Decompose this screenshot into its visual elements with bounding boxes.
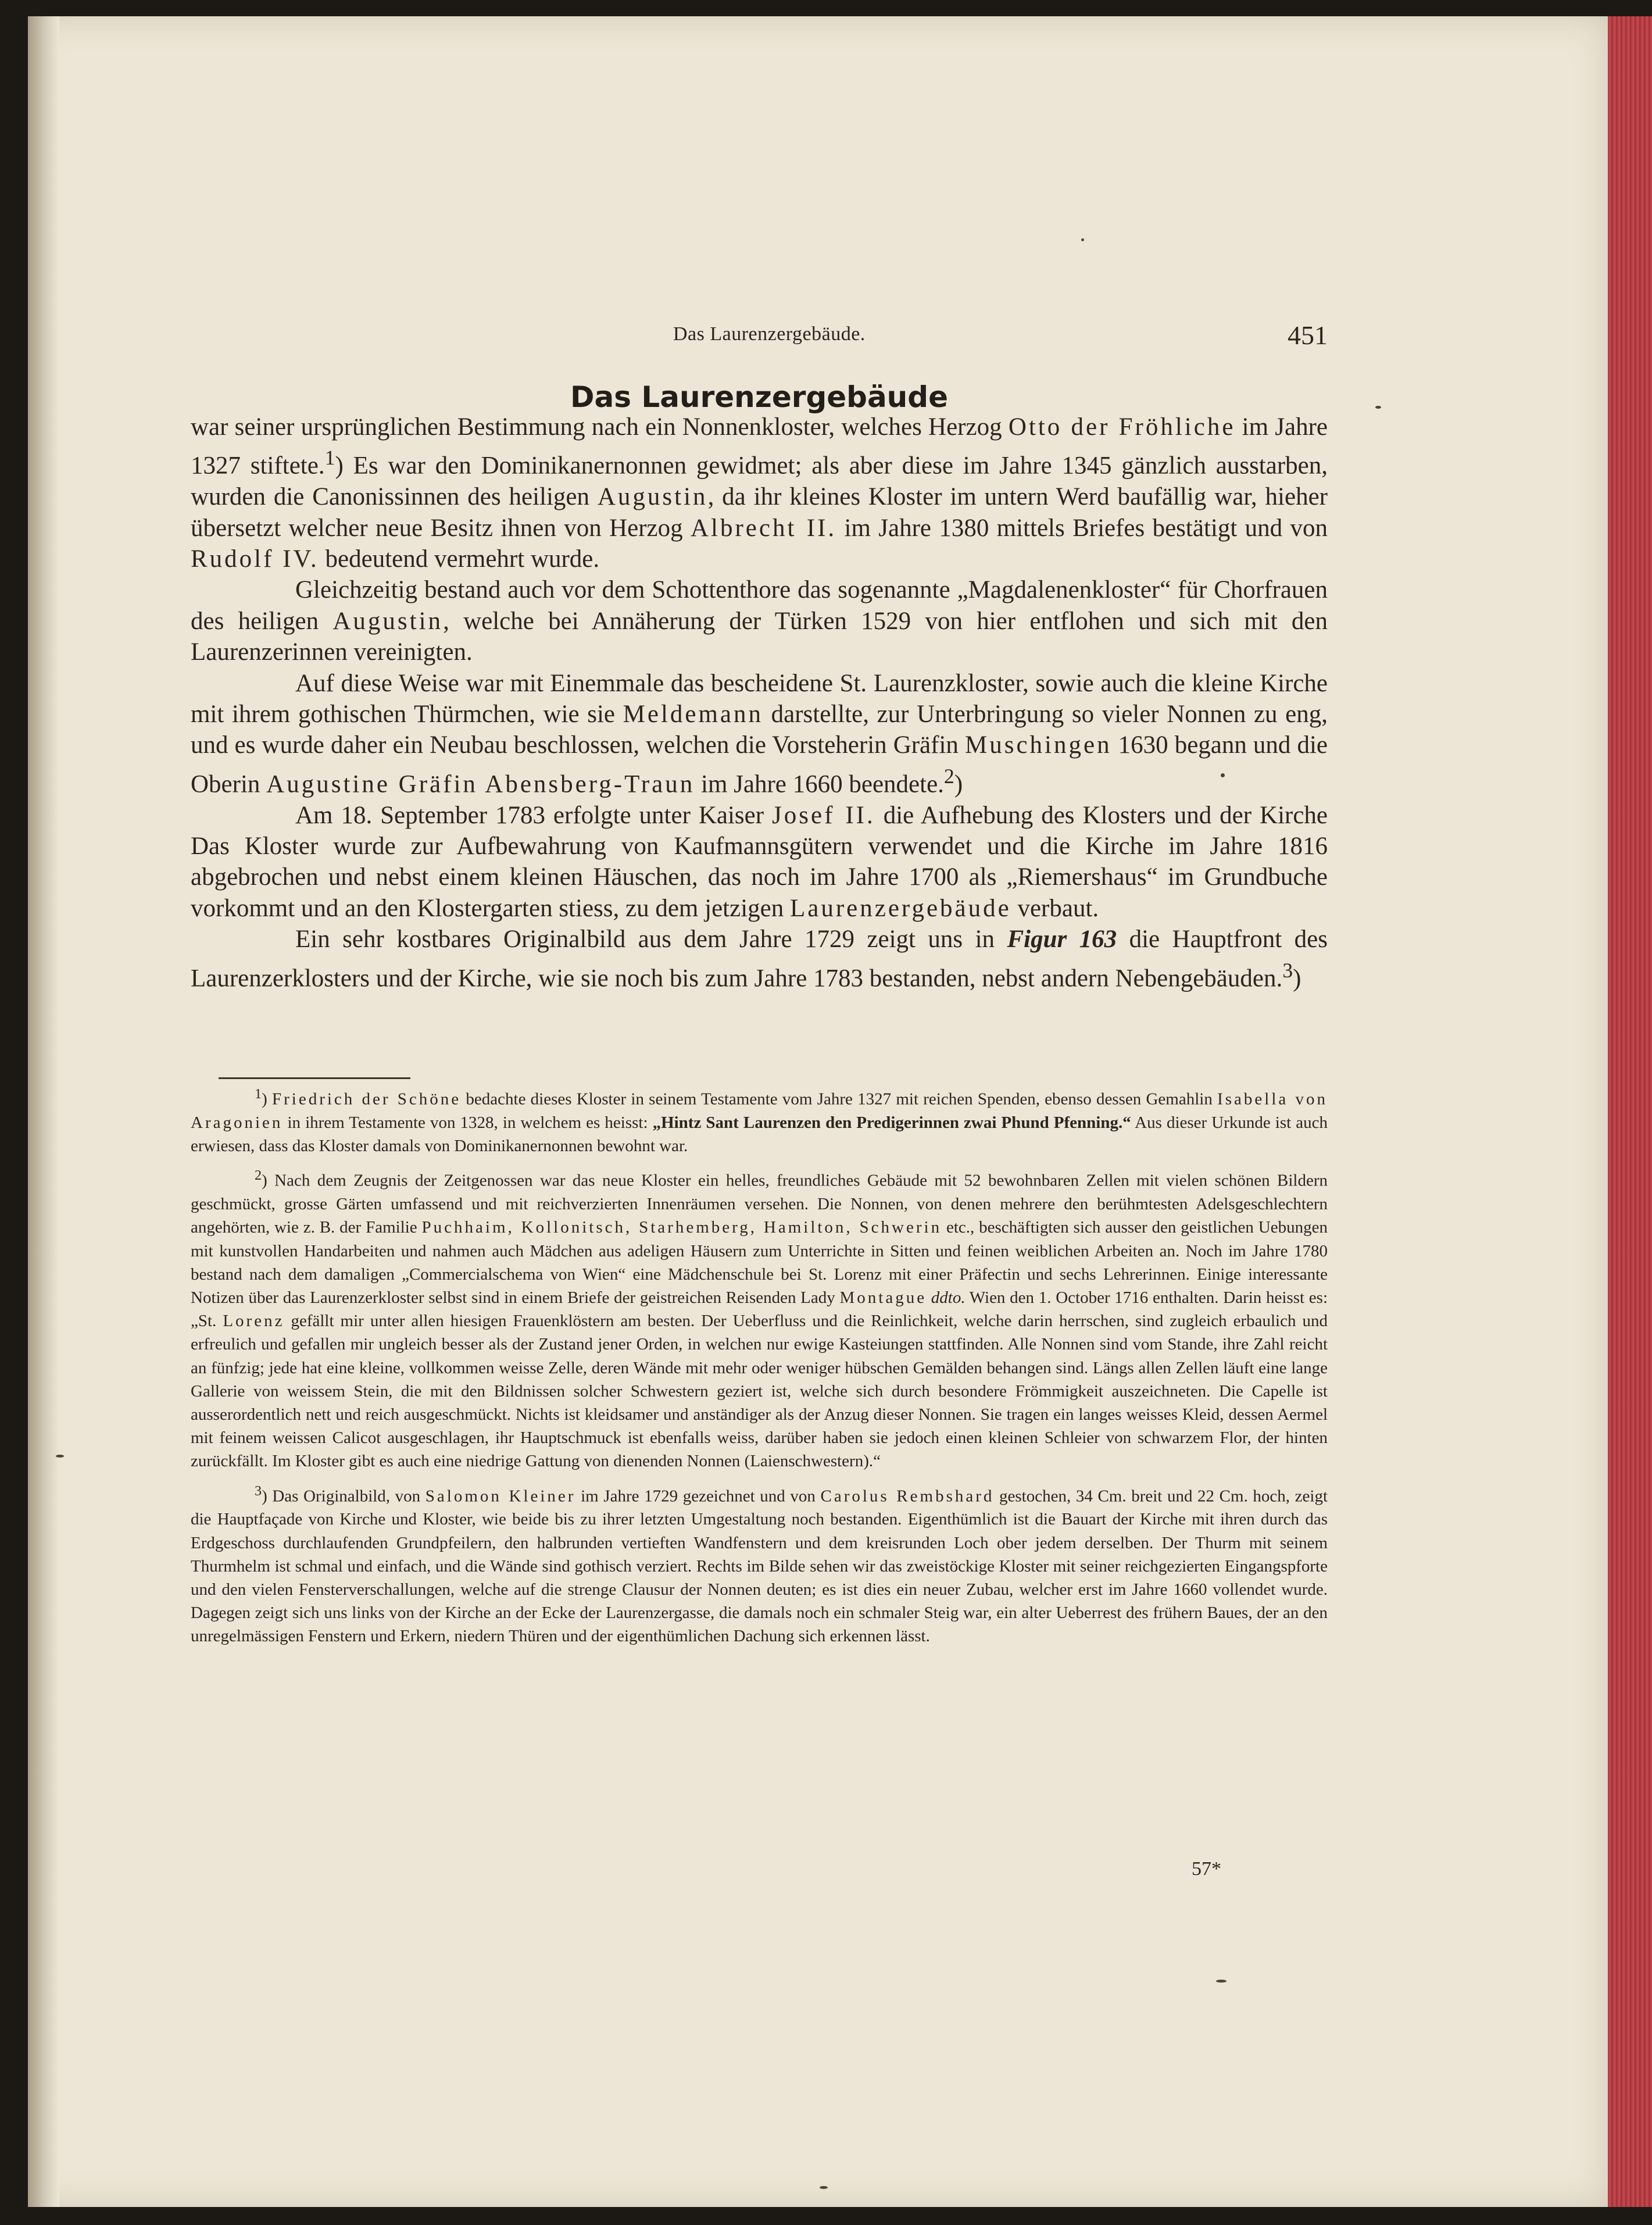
italic-date-abbrev: ddto. bbox=[931, 1288, 966, 1307]
footnote-ref[interactable]: 1 bbox=[324, 446, 335, 470]
paper-speck bbox=[1081, 238, 1084, 241]
paper-speck bbox=[1375, 406, 1381, 409]
spaced-name: Augustin bbox=[332, 607, 444, 635]
paragraph-4: Am 18. September 1783 erfolgte unter Kaiser Josef II. die Aufhebung des Klosters und der Kirche Das Kloster wurde zur Aufbewahrung von Kaufmannsgütern verwendet und die Kirche im Jahre 1816 abgebrochen und nebst einem kleinen Häuschen, das noch im Jahre 1700 als „Riemershaus“ im Grundbuche vorkommt und an den Klostergarten stiess, zu dem jetzigen Laurenzergebäude verbaut. bbox=[191, 801, 1328, 922]
footnote-number: 2 bbox=[255, 1167, 262, 1184]
paper-speck bbox=[56, 1455, 64, 1458]
paragraph-5: Ein sehr kostbares Originalbild aus dem Jahre 1729 zeigt uns in Figur 163 die Hauptfront des Laurenzerklosters und der Kirche, wie sie noch bis zum Jahre 1783 bestanden, nebst andern Nebengebäuden.$^3$) bbox=[191, 926, 1328, 992]
footnotes bbox=[191, 1083, 1328, 1655]
signature-mark: 57* bbox=[1192, 1858, 1221, 1880]
running-head: Das Laurenzergebäude. bbox=[673, 323, 866, 345]
footnote-3: $^3$) Das Originalbild, von Salomon Kleiner im Jahre 1729 gezeichnet und von Carolus Rembshard gestochen, 34 Cm. breit und 22 Cm. hoch, zeigt die Hauptfaçade von Kirche und Kloster, wie beide bis zu ihrer letzten Umgestaltung noch bestanden. Eigenthümlich ist die Bauart der Kirche mit ihren durch das Erdgeschoss durchlaufenden Grundpfeilern, den halbrunden vertieften Wandfenstern und dem kreisrunden Loch ober jedem derselben. Der Thurm mit seinem Thurmhelm ist schmal und einfach, und die Wände sind gothisch verziert. Rechts im Bilde sehen wir das zweistöckige Kloster mit seiner reichgezierten Eingangspforte und den vielen Fensterverschallungen, welche auf die strenge Clausur der Nonnen deuten; es ist dies ein neuer Zubau, welcher erst im Jahre 1660 vollendet wurde. Dagegen zeigt sich uns links von der Kirche an der Ecke der Laurenzergasse, die damals noch ein schmaler Steig war, ein alter Ueberrest des frühern Baues, der an den unregelmässigen Fenstern und Erkern, niedern Thüren und der eigenthümlichen Dachung sich erkennen lässt. bbox=[191, 1483, 1328, 1646]
paper-speck bbox=[820, 2186, 828, 2189]
spaced-name: Albrecht II. bbox=[690, 514, 837, 542]
spaced-name: Muschingen bbox=[964, 731, 1112, 759]
body-text bbox=[191, 412, 1328, 994]
footnote-number: 1 bbox=[255, 1086, 262, 1102]
footnote-ref[interactable]: 3 bbox=[1282, 958, 1293, 982]
footnote-ref[interactable]: 2 bbox=[943, 764, 954, 788]
spaced-name: Isabella von Aragonien bbox=[191, 1090, 1328, 1132]
spaced-name: Salomon Kleiner bbox=[425, 1487, 576, 1506]
spaced-name: Carolus Rembshard bbox=[820, 1487, 995, 1506]
footnote-2: $^2$) Nach dem Zeugnis der Zeitgenossen war das neue Kloster ein helles, freundliches Gebäude mit 52 bewohnbaren Zellen mit vielen schönen Bildern geschmückt, grosse Gärten umfassend und mit reichverzierten Innenräumen versehen. Die Nonnen, von denen mehrere den berühmtesten Adelsgeschlechtern angehörten, wie z. B. der Familie Puchhaim, Kollonitsch, Starhemberg, Hamilton, Schwerin etc., beschäftigten sich ausser den geistlichen Uebungen mit kunstvollen Handarbeiten und nahmen auch Mädchen aus adeligen Häusern zum Unterrichte in Sitten und feinen weiblichen Arbeiten an. Noch im Jahre 1780 bestand nach dem damaligen „Commercialschema von Wien“ eine Mädchenschule bei St. Lorenz mit einer Präfectin und sechs Lehrerinnen. Einige interessante Notizen über das Laurenzerkloster selbst sind in einem Briefe der geistreichen Reisenden Lady Montague ddto. Wien den 1. October 1716 enthalten. Darin heisst es: „St. Lorenz gefällt mir unter allen hiesigen Frauenklöstern am besten. Der Ueberfluss und die Reinlichkeit, welche darin herrschen, sind zugleich erbaulich und erfreulich und gefallen mir ungleich besser als der Zustand jener Orden, in welchen nur ewige Kasteiungen stattfinden. Alle Nonnen sind vom Stande, ihre Zahl reicht an fünfzig; jede hat eine kleine, vollkommen weisse Zelle, deren Wände mit mehr oder weniger hübschen Gemälden behangen sind. Längs allen Zellen läuft eine lange Gallerie von weissem Stein, die mit den Bildnissen solcher Schwestern geziert ist, welche sich durch besondere Frömmigkeit auszeichneten. Die Capelle ist ausserordentlich nett und reich ausgeschmückt. Nichts ist kleidsamer und anständiger als der Anzug dieser Nonnen. Sie tragen ein langes weisses Kleid, dessen Aermel mit feinem weissen Calicot ausgeschlagen, ihr Hauptschmuck ist ebenfalls weiss, darüber haben sie jedoch einen kleinen Schleier von schwarzem Flor, der hinten zurückfällt. Im Kloster gibt es auch eine niedrige Gattung von dienenden Nonnen (Laienschwestern).“ bbox=[191, 1167, 1328, 1471]
footnote-rule bbox=[219, 1077, 410, 1079]
page-edges-red bbox=[1608, 16, 1652, 2207]
spaced-name: Rudolf IV. bbox=[191, 545, 319, 573]
footnote-1: $^1$) Friedrich der Schöne bedachte dieses Kloster in seinem Testamente vom Jahre 1327 mit reichen Spenden, ebenso dessen Gemahlin Isabella von Aragonien in ihrem Testamente von 1328, in welchem es heisst: „Hintz Sant Laurenzen den Predigerinnen zwai Phund Pfenning.“ Aus dieser Urkunde ist auch erwiesen, dass das Kloster damals von Dominikanernonnen bewohnt war. bbox=[191, 1086, 1328, 1156]
spaced-name: Meldemann bbox=[623, 700, 764, 728]
spaced-name: Lorenz bbox=[223, 1312, 285, 1331]
section-title: Das Laurenzergebäude bbox=[570, 380, 948, 414]
spaced-name: Friedrich der Schöne bbox=[271, 1090, 462, 1109]
paper-speck bbox=[1216, 1980, 1227, 1983]
spaced-name: Otto der Fröhliche bbox=[1008, 413, 1236, 441]
figure-reference[interactable]: Figur 163 bbox=[1007, 926, 1117, 953]
paragraph-1: war seiner ursprünglichen Bestimmung nach ein Nonnenkloster, welches Herzog Otto der Fröhliche im Jahre 1327 stiftete.$^1$) Es war den Dominikanernonnen gewidmet; als aber diese im Jahre 1345 gänzlich ausstarben, wurden die Canonissinnen des heiligen Augustin, da ihr kleines Kloster im untern Werd baufällig war, hieher übersetzt welcher neue Besitz ihnen von Herzog Albrecht II. im Jahre 1380 mittels Briefes bestätigt und von Rudolf IV. bedeutend vermehrt wurde. bbox=[191, 413, 1328, 573]
paragraph-2: Gleichzeitig bestand auch vor dem Schottenthore das sogenannte „Magdalenenkloster“ für Chorfrauen des heiligen Augustin, welche bei Annäherung der Türken 1529 von hier entflohen und sich mit den Laurenzerinnen vereinigten. bbox=[191, 576, 1328, 666]
blackletter-quote: „Hintz Sant Laurenzen den Predigerinnen zwai Phund Pfenning.“ bbox=[652, 1113, 1131, 1132]
page-header bbox=[191, 320, 1328, 358]
spaced-name: Augustine Gräfin Abensberg-Traun bbox=[266, 770, 695, 798]
footnote-number: 3 bbox=[255, 1483, 262, 1499]
book-gutter bbox=[28, 16, 59, 2207]
spaced-name: Josef II. bbox=[772, 801, 875, 829]
spaced-name: Montague bbox=[839, 1288, 927, 1307]
spaced-name: Augustin bbox=[597, 483, 708, 511]
spaced-name: Laurenzergebäude bbox=[789, 894, 1011, 922]
spaced-name: Puchhaim, Kollonitsch, Starhemberg, Hamilton, Schwerin bbox=[421, 1218, 942, 1237]
paper-speck bbox=[1221, 773, 1225, 777]
paragraph-3: Auf diese Weise war mit Einemmale das bescheidene St. Laurenzkloster, sowie auch die kleine Kirche mit ihrem gothischen Thürmchen, wie sie Meldemann darstellte, zur Unterbringung so vieler Nonnen zu eng, und es wurde daher ein Neubau beschlossen, welchen die Vorsteherin Gräfin Muschingen 1630 begann und die Oberin Augustine Gräfin Abensberg-Traun im Jahre 1660 beendete.$^2$) bbox=[191, 669, 1328, 798]
page-number: 451 bbox=[1288, 320, 1328, 350]
